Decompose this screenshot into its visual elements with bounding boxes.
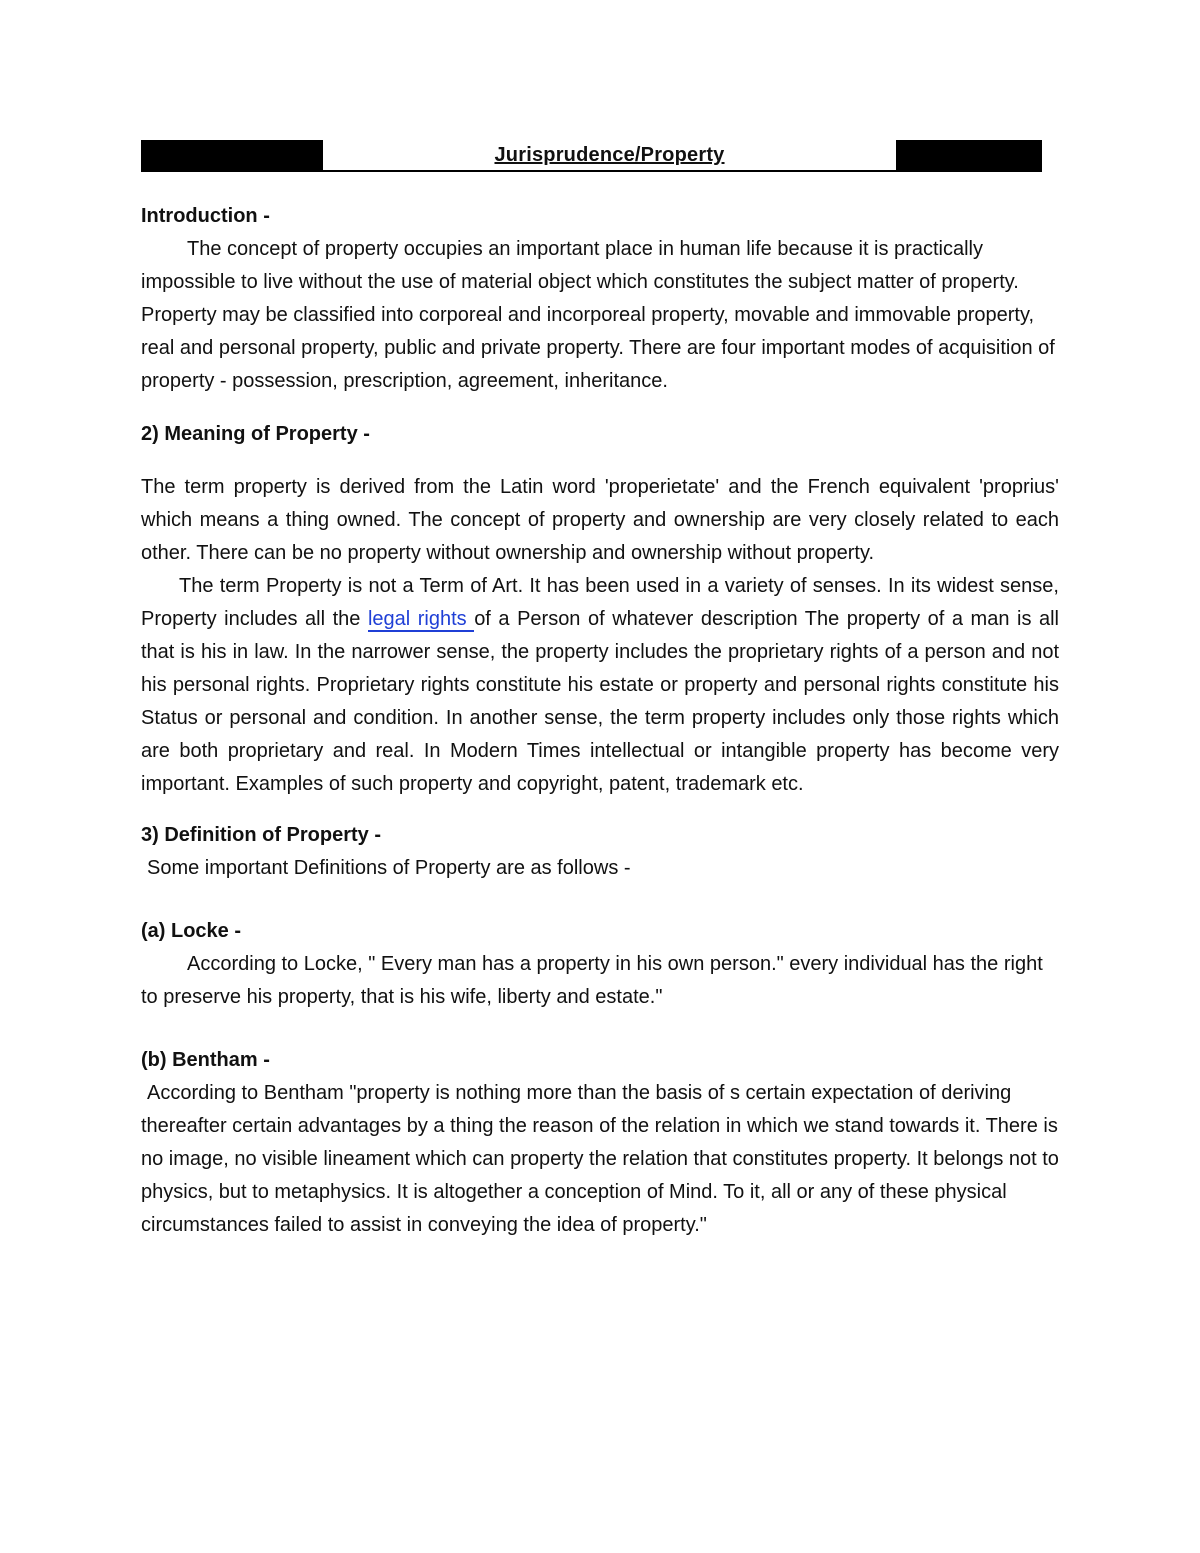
locke-heading: (a) Locke - <box>141 920 242 942</box>
bentham-heading: (b) Bentham - <box>141 1049 270 1071</box>
legal-rights-link[interactable]: legal rights <box>367 608 475 630</box>
meaning-paragraph-2-end: of a Person of whatever description The property of a man is all that is his in law. In the narrower sense, the property includes the proprietary rights of a person and not his personal rights. Proprietary rights constitute his estate or property and personal rights constitute his Status or personal and condition. In another sense, the term property includes only those rights which are both proprietary and real. In Modern Times intellectual or intangible property has become very important. Examples of such property and copyright, patent, trademark etc. <box>141 608 1059 795</box>
meaning-paragraph-1: The term property is derived from the Latin word 'properietate' and the French equivalent 'proprius' which means a thing owned. The concept of property and ownership are very closely related to each other. There can be no property without ownership and ownership without property. <box>141 476 1059 564</box>
redaction-block-right <box>896 140 1042 172</box>
intro-paragraph: The concept of property occupies an important place in human life because it is practically impossible to live without the use of material object which constitutes the subject matter of property. Property may be classified into corporeal and incorporeal property, movable and immovable property, real and personal property, public and private property. There are four important modes of acquisition of property - possession, prescription, agreement, inheritance. <box>141 238 1055 392</box>
meaning-paragraph-2 <box>141 570 1059 801</box>
redaction-block-left <box>141 140 323 172</box>
meaning-heading: 2) Meaning of Property - <box>141 423 370 445</box>
page-title: Jurisprudence/Property <box>494 144 725 166</box>
bentham-paragraph: According to Bentham "property is nothing more than the basis of s certain expectation of deriving thereafter certain advantages by a thing the reason of the relation in which we stand towards it. There is no image, no visible lineament which can property the relation that constitutes property. It belongs not to physics, but to metaphysics. It is altogether a conception of Mind. To it, all or any of these physical circumstances failed to assist in conveying the idea of property." <box>141 1082 1059 1236</box>
locke-paragraph: According to Locke, " Every man has a property in his own person." every individual has the right to preserve his property, that is his wife, liberty and estate." <box>141 953 1043 1008</box>
definition-intro: Some important Definitions of Property are as follows - <box>147 857 631 879</box>
intro-heading: Introduction - <box>141 205 270 227</box>
title-bar <box>141 140 1042 172</box>
title-underline <box>323 170 896 172</box>
document-body <box>141 200 1059 1242</box>
definition-heading: 3) Definition of Property - <box>141 824 381 846</box>
meaning-paragraph-2-start: The term Property is not a Term of Art. It has been used in a variety of senses. In its widest sense, Property includes all the <box>141 575 1059 630</box>
